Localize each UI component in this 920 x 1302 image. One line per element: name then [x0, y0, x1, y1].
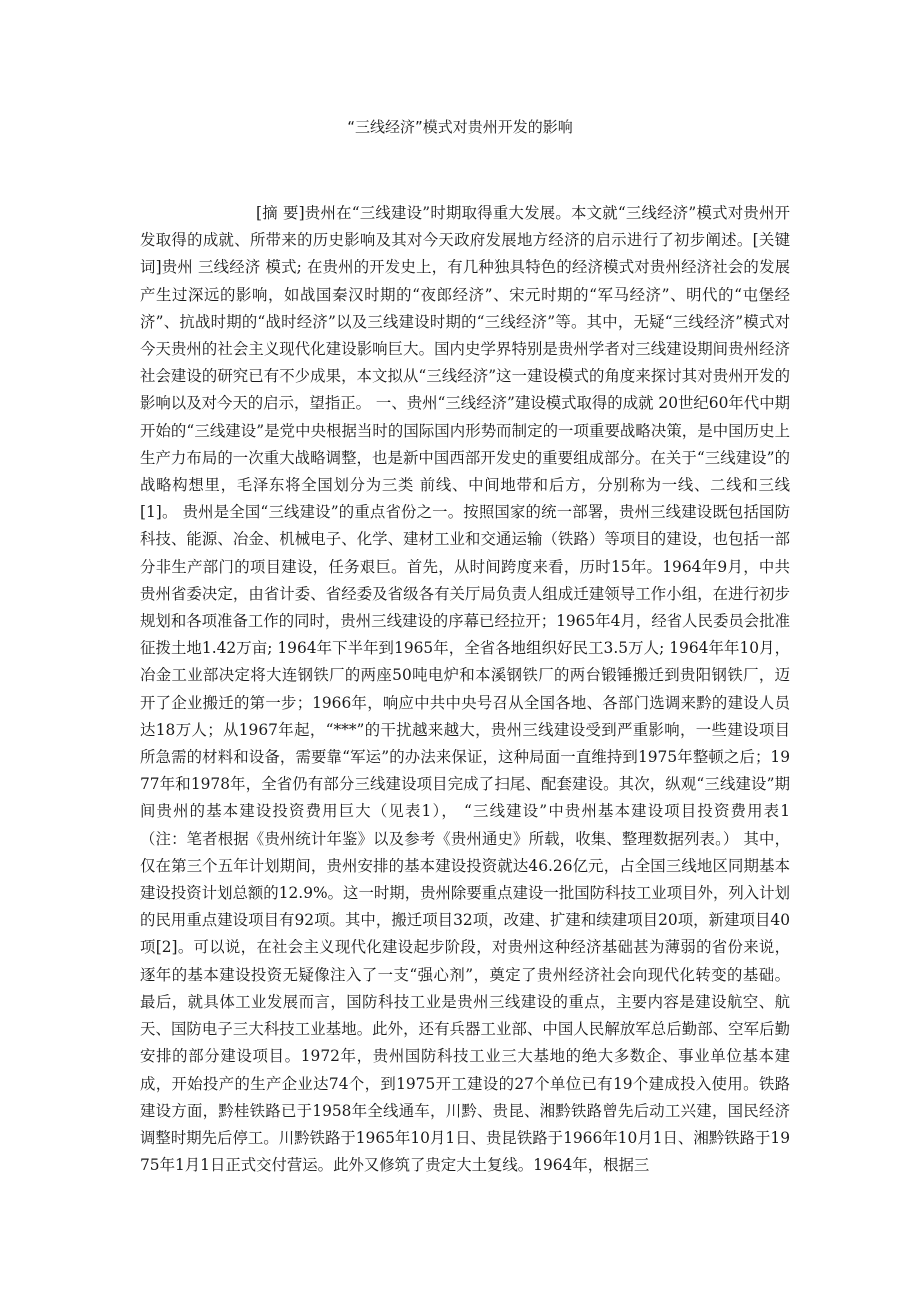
- document-body: [摘 要]贵州在“三线建设”时期取得重大发展。本文就“三线经济”模式对贵州开发取得的成就、所带来的历史影响及其对今天政府发展地方经济的启示进行了初步阐述。[关键词]贵州 三线经济 模式; 在贵州的开发史上，有几种独具特色的经济模式对贵州经济社会的发展产生过深远的影响，如战国秦汉时期的“夜郎经济”、宋元时期的“军马经济”、明代的“屯堡经济”、抗战时期的“战时经济”以及三线建设时期的“三线经济”等。其中，无疑“三线经济”模式对今天贵州的社会主义现代化建设影响巨大。国内史学界特别是贵州学者对三线建设期间贵州经济社会建设的研究已有不少成果，本文拟从“三线经济”这一建设模式的角度来探讨其对贵州开发的影响以及对今天的启示，望指正。 一、贵州“三线经济”建设模式取得的成就 20世纪60年代中期开始的“三线建设”是党中央根据当时的国际国内形势而制定的一项重要战略决策，是中国历史上生产力布局的一次重大战略调整，也是新中国西部开发史的重要组成部分。在关于“三线建设”的战略构想里，毛泽东将全国划分为三类 前线、中间地带和后方，分别称为一线、二线和三线[1]。 贵州是全国“三线建设”的重点省份之一。按照国家的统一部署，贵州三线建设既包括国防科技、能源、冶金、机械电子、化学、建材工业和交通运输（铁路）等项目的建设，也包括一部分非生产部门的项目建设，任务艰巨。首先，从时间跨度来看，历时15年。1964年9月，中共贵州省委决定，由省计委、省经委及省级各有关厅局负责人组成迁建领导工作小组，在进行初步规划和各项准备工作的同时，贵州三线建设的序幕已经拉开；1965年4月，经省人民委员会批准征拨土地1.42万亩; 1964年下半年到1965年，全省各地组织好民工3.5万人; 1964年年10月，冶金工业部决定将大连钢铁厂的两座50吨电炉和本溪钢铁厂的两台锻锤搬迁到贵阳钢铁厂，迈开了企业搬迁的第一步；1966年，响应中共中央号召从全国各地、各部门选调来黔的建设人员达18万人；从1967年起，“***”的干扰越来越大，贵州三线建设受到严重影响，一些建设项目所急需的材料和设备，需要靠“军运”的办法来保证，这种局面一直维持到1975年整顿之后；1977年和1978年，全省仍有部分三线建设项目完成了扫尾、配套建设。其次，纵观“三线建设”期间贵州的基本建设投资费用巨大（见表1）， “三线建设”中贵州基本建设项目投资费用表1 （注：笔者根据《贵州统计年鉴》以及参考《贵州通史》所载，收集、整理数据列表。） 其中，仅在第三个五年计划期间，贵州安排的基本建设投资就达46.26亿元，占全国三线地区同期基本建设投资计划总额的12.9%。这一时期，贵州除要重点建设一批国防科技工业项目外，列入计划的民用重点建设项目有92项。其中，搬迁项目32项，改建、扩建和续建项目20项，新建项目40项[2]。可以说，在社会主义现代化建设起步阶段，对贵州这种经济基础甚为薄弱的省份来说，逐年的基本建设投资无疑像注入了一支“强心剂”，奠定了贵州经济社会向现代化转变的基础。 最后，就具体工业发展而言，国防科技工业是贵州三线建设的重点，主要内容是建设航空、航天、国防电子三大科技工业基地。此外，还有兵器工业部、中国人民解放军总后勤部、空军后勤安排的部分建设项目。1972年，贵州国防科技工业三大基地的绝大多数企、事业单位基本建成，开始投产的生产企业达74个，到1975开工建设的27个单位已有19个建成投入使用。铁路建设方面，黔桂铁路已于1958年全线通车，川黔、贵昆、湘黔铁路曾先后动工兴建，国民经济调整时期先后停工。川黔铁路于1965年10月1日、贵昆铁路于1966年10月1日、湘黔铁路于1975年1月1日正式交付营运。此外又修筑了贵定大土复线。1964年，根据三: [140, 204, 790, 1175]
- document-title: “三线经济”模式对贵州开发的影响: [347, 118, 573, 136]
